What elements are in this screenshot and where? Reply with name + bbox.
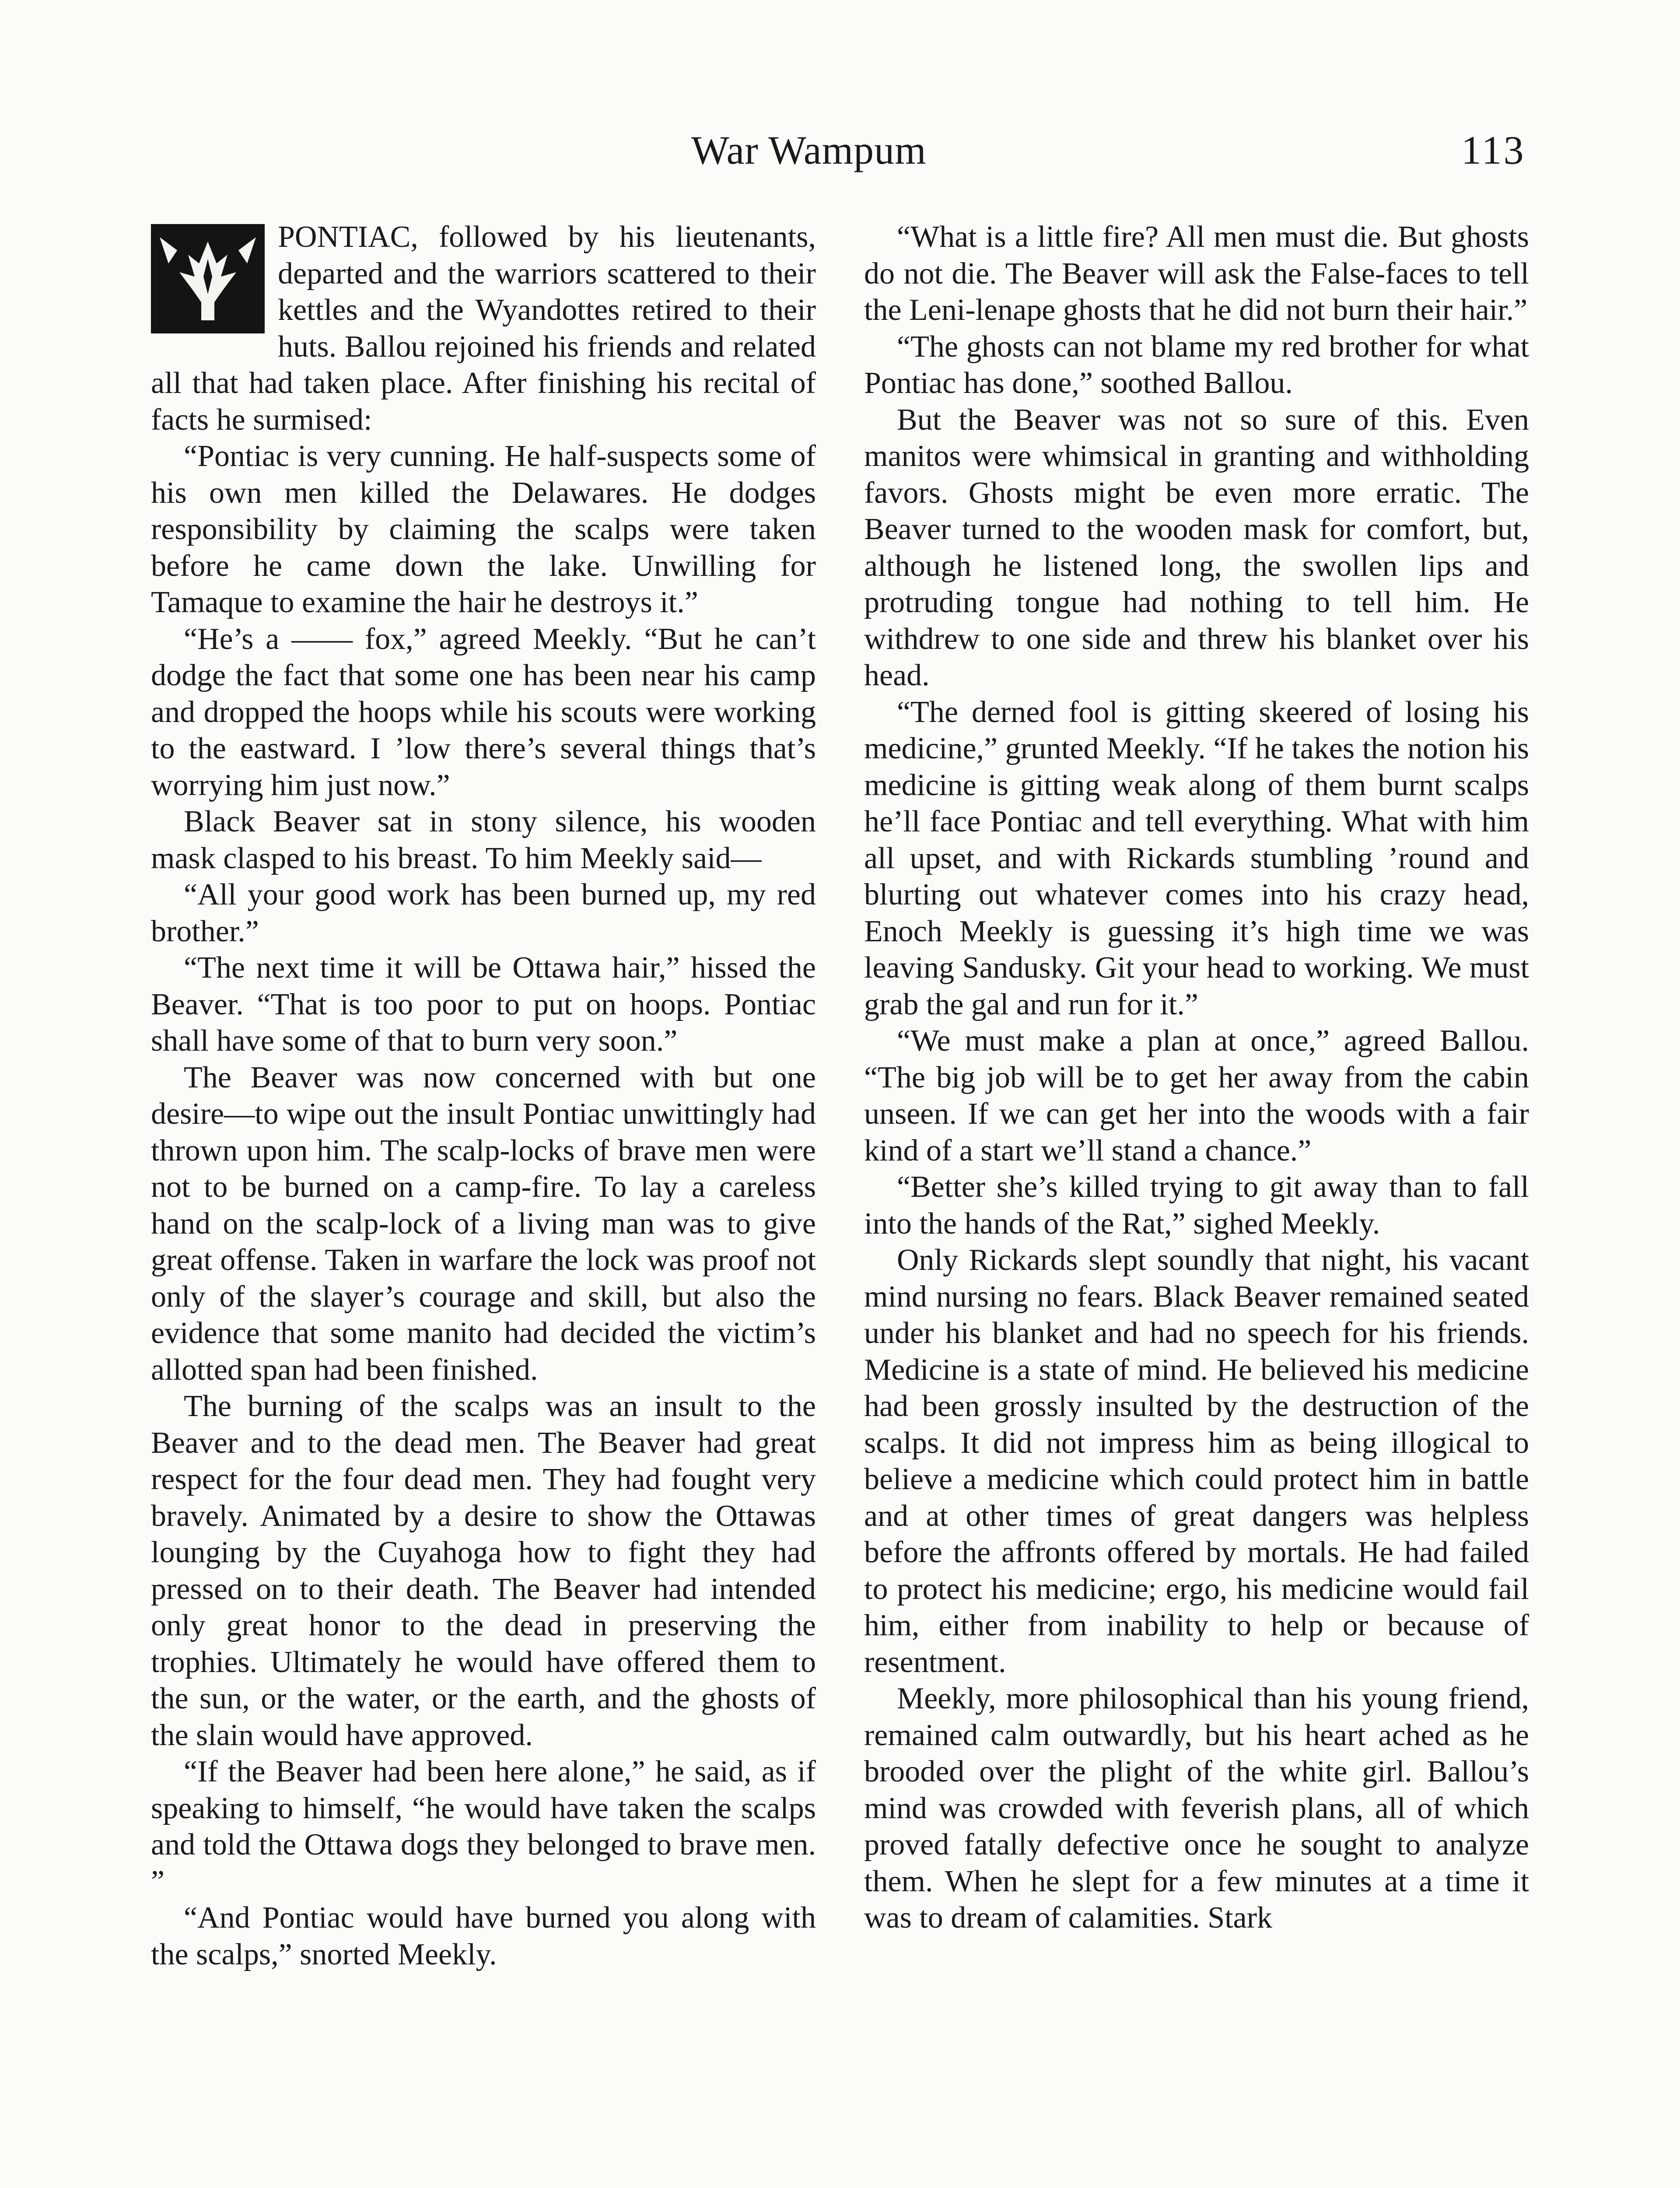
paragraph: “He’s a —— fox,” agreed Meekly. “But he can’t dodge the fact that some one has been near his camp and dropped the hoops while his scouts were working to the eastward. I ’low there’s several things that’s worrying him just now.” — [151, 622, 816, 802]
right-column — [864, 219, 1529, 1936]
paragraph: The burning of the scalps was an insult to the Beaver and to the dead men. The Beaver had great respect for the four dead men. They had fought very bravely. Animated by a desire to show the Ottawas lounging by the Cuyahoga how to fight they had pressed on to their death. The Beaver had intended only great honor to the dead in preserving the trophies. Ultimately he would have offered them to the sun, or the water, or the earth, and the ghosts of the slain would have approved. — [151, 1389, 816, 1752]
paragraph: “We must make a plan at once,” agreed Ballou. “The big job will be to get her away from the cabin unseen. If we can get her into the woods with a fair kind of a start we’ll stand a chance.” — [864, 1024, 1529, 1168]
paragraph: PONTIAC, followed by his lieutenants, departed and the warriors scattered to their kettles and the Wyandottes retired to their huts. Ballou rejoined his friends and related all that had taken place. After finishing his recital of facts he surmised: — [151, 220, 816, 437]
paragraph: “Pontiac is very cunning. He half-suspects some of his own men killed the Delawares. He dodges responsibility by claiming the scalps were taken before he came down the lake. Unwilling for Tamaque to examine the hair he destroys it.” — [151, 439, 816, 619]
drop-cap-illustration — [151, 224, 265, 333]
paragraph: Meekly, more philosophical than his young friend, remained calm outwardly, but his heart ached as he brooded over the plight of the white girl. Ballou’s mind was crowded with feverish plans, all of which proved fatally defective once he sought to analyze them. When he slept for a few minutes at a time it was to dream of calamities. Stark — [864, 1682, 1529, 1935]
page-number: 113 — [1461, 128, 1526, 172]
paragraph: “The next time it will be Ottawa hair,” hissed the Beaver. “That is too poor to put on hoops. Pontiac shall have some of that to burn very soon.” — [151, 951, 816, 1058]
paragraph: “The ghosts can not blame my red brother for what Pontiac has done,” soothed Ballou. — [864, 330, 1529, 400]
paragraph: “All your good work has been burned up, my red brother.” — [151, 878, 816, 948]
paragraph: The Beaver was now concerned with but one desire—to wipe out the insult Pontiac unwittingly had thrown upon him. The scalp-locks of brave men were not to be burned on a camp-fire. To lay a careless hand on the scalp-lock of a living man was to give great offense. Taken in warfare the lock was proof not only of the slayer’s courage and skill, but also the evidence that some manito had decided the victim’s allotted span had been finished. — [151, 1060, 816, 1387]
paragraph: But the Beaver was not so sure of this. Even manitos were whimsical in granting and withholding favors. Ghosts might be even more erratic. The Beaver turned to the wooden mask for comfort, but, although he listened long, the swollen lips and protruding tongue had nothing to tell him. He withdrew to one side and threw his blanket over his head. — [864, 403, 1529, 692]
paragraph: “The derned fool is gitting skeered of losing his medicine,” grunted Meekly. “If he takes the notion his medicine is gitting weak along of them burnt scalps he’ll face Pontiac and tell everything. What with him all upset, and with Rickards stumbling ’round and blurting out whatever comes into his crazy head, Enoch Meekly is guessing it’s high time we was leaving Sandusky. Git your head to working. We must grab the gal and run for it.” — [864, 695, 1529, 1021]
paragraph: “Better she’s killed trying to git away than to fall into the hands of the Rat,” sighed Meekly. — [864, 1170, 1529, 1241]
paragraph: Black Beaver sat in stony silence, his wooden mask clasped to his breast. To him Meekly said— — [151, 805, 816, 875]
left-column — [151, 219, 816, 1973]
paragraph: Only Rickards slept soundly that night, his vacant mind nursing no fears. Black Beaver remained seated under his blanket and had no speech for his friends. Medicine is a state of mind. He believed his medicine had been grossly insulted by the destruction of the scalps. It did not impress him as being illogical to believe a medicine which could protect him in battle and at other times of great dangers was helpless before the affronts offered by mortals. He had failed to protect his medicine; ergo, his medicine would fail him, either from inability to help or because of resentment. — [864, 1243, 1529, 1679]
paragraph: “And Pontiac would have burned you along with the scalps,” snorted Meekly. — [151, 1901, 816, 1971]
paragraph: “If the Beaver had been here alone,” he said, as if speaking to himself, “he would have taken the scalps and told the Ottawa dogs they belonged to brave men. ” — [151, 1755, 816, 1898]
paragraph: “What is a little fire? All men must die. But ghosts do not die. The Beaver will ask the False-faces to tell the Leni-lenape ghosts that he did not burn their hair.” — [864, 220, 1529, 327]
page-title: War Wampum — [691, 128, 927, 172]
